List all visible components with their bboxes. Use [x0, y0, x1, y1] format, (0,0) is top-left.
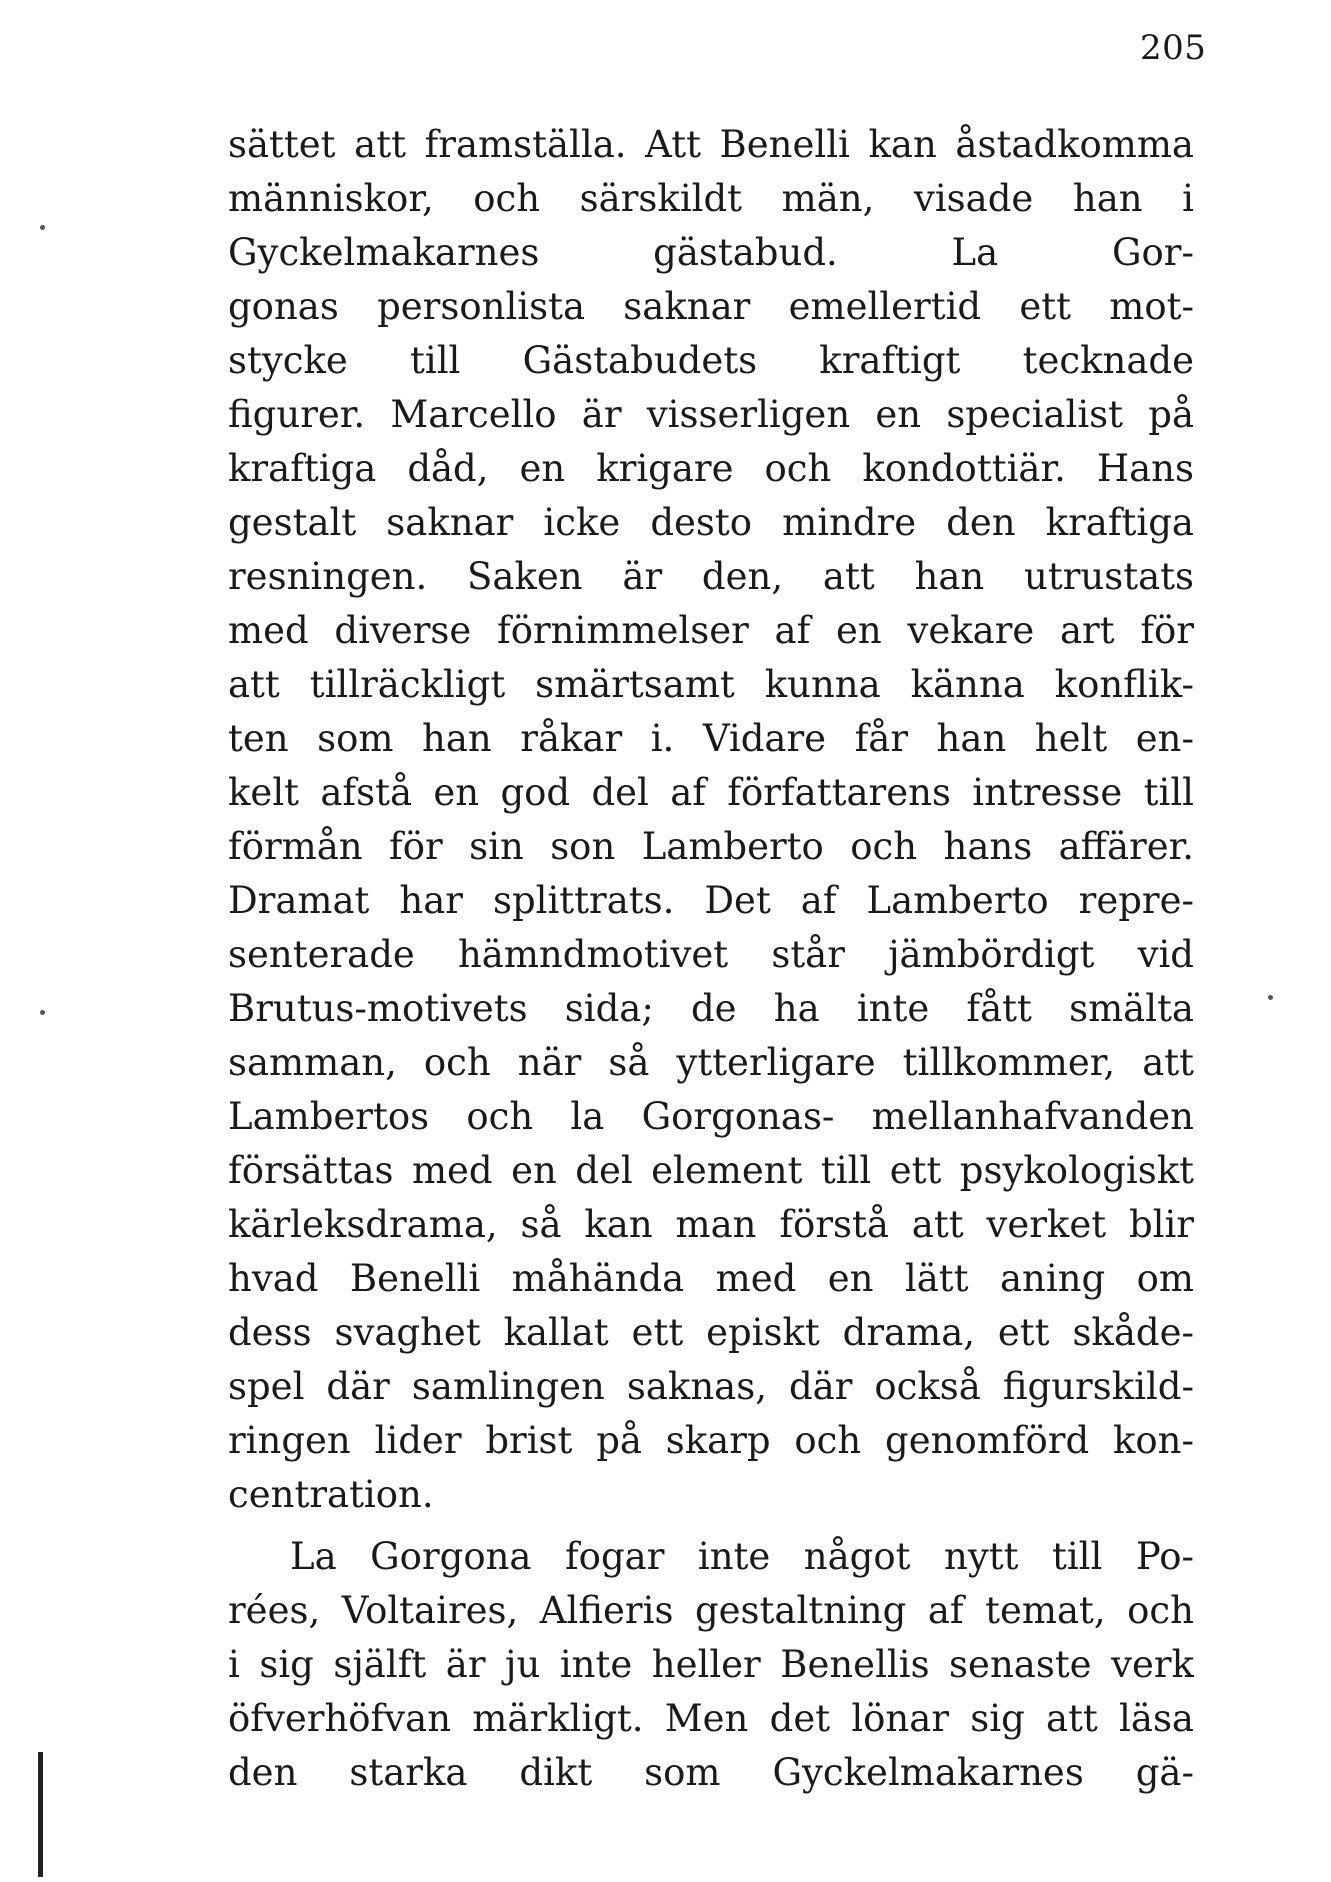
text-line: stycke till Gästabudets kraftigt tecknade	[228, 339, 1194, 382]
text-line: i sig själft är ju inte heller Benellis senaste verk	[228, 1643, 1194, 1686]
text-line: människor, och särskildt män, visade han i	[228, 177, 1194, 220]
text-line: dess svaghet kallat ett episkt drama, ett skåde-	[228, 1311, 1194, 1354]
text-line: med diverse förnimmelser af en vekare art för	[228, 609, 1194, 652]
text-line: öfverhöfvan märkligt. Men det lönar sig att läsa	[228, 1697, 1194, 1740]
scan-edge-mark	[38, 1752, 43, 1877]
scan-speck	[40, 225, 45, 230]
text-line: kraftiga dåd, en krigare och kondottiär. Hans	[228, 447, 1194, 490]
text-line: förmån för sin son Lamberto och hans affärer.	[228, 825, 1194, 868]
scan-speck	[1268, 995, 1273, 1000]
text-line: ringen lider brist på skarp och genomförd kon-	[228, 1419, 1194, 1462]
text-line: rées, Voltaires, Alfieris gestaltning af temat, och	[228, 1589, 1194, 1632]
text-line: centration.	[228, 1473, 434, 1516]
text-line: hvad Benelli måhända med en lätt aning om	[228, 1257, 1194, 1300]
page-number: 205	[1140, 28, 1207, 68]
text-line: den starka dikt som Gyckelmakarnes gä-	[228, 1751, 1194, 1794]
text-line: kelt afstå en god del af författarens intresse till	[228, 771, 1194, 814]
text-line: senterade hämndmotivet står jämbördigt vid	[228, 933, 1194, 976]
text-line: kärleksdrama, så kan man förstå att verket blir	[228, 1203, 1194, 1246]
text-line: gonas personlista saknar emellertid ett mot-	[228, 285, 1194, 328]
text-line: att tillräckligt smärtsamt kunna känna konflik-	[228, 663, 1194, 706]
scan-speck	[40, 1010, 45, 1015]
text-line: spel där samlingen saknas, där också figurskild-	[228, 1365, 1194, 1408]
text-line: La Gorgona fogar inte något nytt till Po-	[290, 1535, 1194, 1578]
text-line: Dramat har splittrats. Det af Lamberto repre-	[228, 879, 1194, 922]
text-line: figurer. Marcello är visserligen en specialist på	[228, 393, 1194, 436]
text-line: Gyckelmakarnes gästabud. La Gor-	[228, 231, 1194, 274]
text-line: sättet att framställa. Att Benelli kan åstadkomma	[228, 123, 1194, 166]
text-line: samman, och när så ytterligare tillkommer, att	[228, 1041, 1194, 1084]
text-line: ten som han råkar i. Vidare får han helt en-	[228, 717, 1194, 760]
body-text	[228, 118, 1194, 1800]
text-line: försättas med en del element till ett psykologiskt	[228, 1149, 1194, 1192]
text-line: resningen. Saken är den, att han utrustats	[228, 555, 1194, 598]
text-line: Lambertos och la Gorgonas- mellanhafvanden	[228, 1095, 1194, 1138]
text-line: Brutus-motivets sida; de ha inte fått smälta	[228, 987, 1194, 1030]
text-line: gestalt saknar icke desto mindre den kraftiga	[228, 501, 1194, 544]
